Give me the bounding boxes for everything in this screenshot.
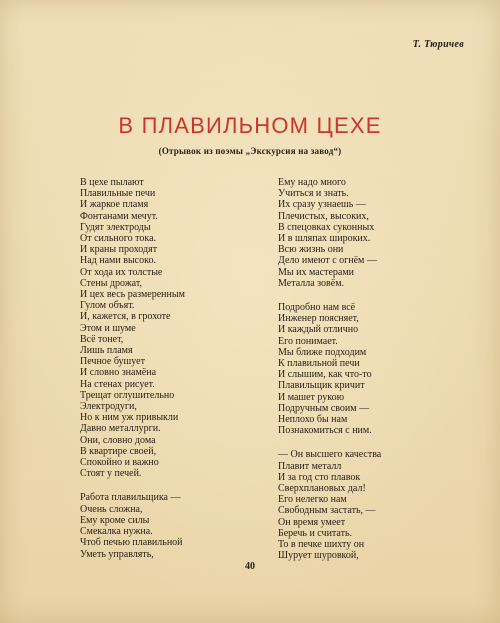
poem-line: К плавильной печи (278, 358, 360, 370)
poem-line: Фонтанами мечут. (80, 210, 158, 222)
poem-line: И краны проходят (80, 244, 158, 256)
poem-line: В квартире своей, (80, 445, 157, 457)
poem-line: Трещат оглушительно (80, 389, 175, 401)
author-name: Т. Тюричев (412, 39, 464, 50)
poem-line: Смекалка нужна. (80, 526, 153, 538)
poem-line: Мы ближе подходим (278, 346, 367, 358)
poem-line: И, кажется, в грохоте (80, 311, 171, 323)
poem-line: Он время умеет (278, 516, 346, 528)
poem-line: И за год сто плавок (278, 471, 361, 483)
poem-line: В цехе пылают (80, 177, 144, 188)
poem-line: В спецовках суконных (278, 221, 375, 233)
poem-column-right (278, 177, 453, 575)
poem-line: Давно металлурги. (80, 423, 161, 435)
poem-line: Над нами высоко. (80, 255, 156, 267)
poem-line: Электродуги, (80, 401, 137, 413)
poem-line: Плавильщик кричит (278, 380, 365, 392)
poem-line: От хода их толстые (80, 266, 163, 278)
poem-line: Познакомиться с ним. (278, 425, 372, 437)
poem-stanza (80, 177, 255, 479)
poem-line: Мы их мастерами (278, 266, 355, 278)
poem-line: Очень сложна, (80, 503, 143, 515)
poem-line: Сверхплановых дал! (278, 483, 366, 495)
poem-line: И словно знамёна (80, 367, 157, 379)
poem-line: Всё тонет, (80, 333, 124, 345)
poem-line: Неплохо бы нам (278, 414, 348, 426)
poem-line: Плечистых, высоких, (278, 210, 369, 222)
poem-line: Его понимает. (278, 335, 338, 347)
poem-line: Но к ним уж привыкли (80, 412, 179, 424)
poem-line: Лишь пламя (80, 345, 133, 357)
poem-line: Работа плавильщика — (80, 492, 181, 504)
poem-line: — Он высшего качества (278, 449, 382, 461)
poem-line: Стены дрожат, (80, 277, 142, 289)
poem-stanza (80, 492, 255, 559)
poem-line: И слышим, как что-то (278, 369, 372, 381)
poem-line: Стоят у печей. (80, 468, 142, 480)
poem-line: Беречь и считать. (278, 527, 353, 539)
poem-line: Ему надо много (278, 177, 346, 188)
poem-line: Его нелегко нам (278, 494, 347, 506)
poem-line: На стенах рисует. (80, 378, 155, 390)
poem-line: Дело имеют с огнём — (278, 255, 377, 267)
poem-line: Гулом объят. (80, 300, 135, 312)
poem-line: Металла зовём. (278, 277, 345, 289)
poem-line: Их сразу узнаешь — (278, 199, 366, 211)
poem-line: Плавильные печи (80, 188, 156, 200)
poem-line: Ему кроме силы (80, 514, 150, 526)
poem-line: Чтоб печью плавильной (80, 537, 183, 549)
poem-line: От сильного тока. (80, 233, 157, 245)
poem-line: И цех весь размеренным (80, 289, 185, 301)
poem-line: И машет рукою (278, 391, 345, 403)
poem-stanza (278, 302, 453, 436)
poem-line: И в шляпах широких. (278, 233, 371, 245)
poem-line: Они, словно дома (80, 434, 156, 446)
poem-line: Этом и шуме (80, 322, 136, 334)
poem-line: Спокойно и важно (80, 457, 159, 469)
poem-subtitle: (Отрывок из поэмы „Экскурсия на завод“) (158, 146, 342, 156)
poem-line: Подробно нам всё (278, 302, 356, 314)
poem-line: И каждый отлично (278, 324, 359, 336)
poem-title: В ПЛАВИЛЬНОМ ЦЕХЕ (118, 113, 382, 138)
poem-line: Всю жизнь они (278, 244, 344, 256)
poem-line: Шурует шуровкой, (278, 550, 359, 562)
poem-line: Инженер поясняет, (278, 313, 359, 325)
poem-line: Подручным своим — (278, 402, 370, 414)
poem-line: Гудят электроды (80, 221, 151, 233)
poem-line: Учиться и знать. (278, 188, 349, 200)
poem-stanza (278, 449, 453, 561)
poem-line: Печное бушует (80, 356, 145, 368)
poem-column-left (80, 177, 255, 573)
poem-stanza (278, 177, 453, 289)
poem-line: То в печке шихту он (278, 539, 365, 551)
poem-line: И жаркое пламя (80, 199, 149, 211)
poem-line: Свободным застать, — (278, 505, 376, 517)
page-number: 40 (245, 561, 255, 572)
poem-line: Уметь управлять, (80, 548, 154, 560)
poem-line: Плавит металл (278, 460, 342, 472)
